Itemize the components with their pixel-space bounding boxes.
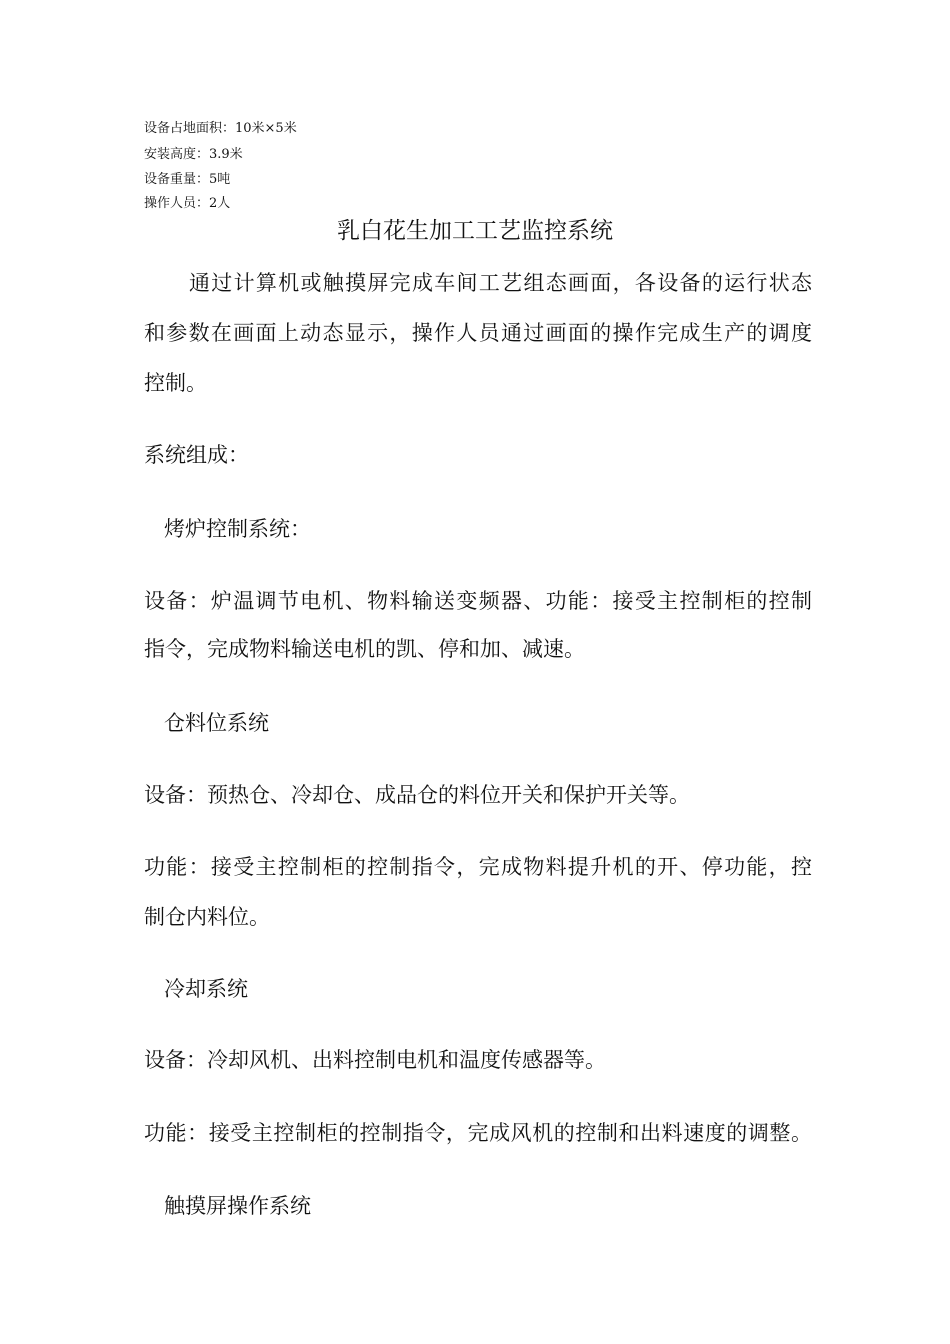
bin-level-function-line-1: 功能：接受主控制柜的控制指令，完成物料提升机的开、停功能，控 (144, 855, 812, 879)
spec-weight: 设备重量：5吨 (144, 172, 231, 187)
roaster-line-2: 指令，完成物料输送电机的凯、停和加、减速。 (144, 637, 585, 661)
intro-line-2: 和参数在画面上动态显示，操作人员通过画面的操作完成生产的调度 (144, 321, 812, 345)
cooling-function: 功能：接受主控制柜的控制指令，完成风机的控制和出料速度的调整。 (144, 1121, 812, 1145)
spec-install-height: 安装高度：3.9米 (144, 147, 243, 162)
intro-line-1: 通过计算机或触摸屏完成车间工艺组态画面，各设备的运行状态 (189, 271, 812, 295)
bin-level-heading: 仓料位系统 (164, 711, 269, 735)
touchscreen-heading: 触摸屏操作系统 (164, 1194, 311, 1218)
spec-operators: 操作人员：2人 (144, 196, 231, 211)
spec-footprint: 设备占地面积：10米×5米 (144, 121, 297, 136)
document-title: 乳白花生加工工艺监控系统 (337, 218, 613, 244)
cooling-equipment: 设备：冷却风机、出料控制电机和温度传感器等。 (144, 1048, 606, 1072)
system-heading: 系统组成： (144, 443, 249, 467)
roaster-heading: 烤炉控制系统： (164, 517, 311, 541)
bin-level-equipment: 设备：预热仓、冷却仓、成品仓的料位开关和保护开关等。 (144, 783, 690, 807)
cooling-heading: 冷却系统 (164, 977, 248, 1001)
intro-line-3: 控制。 (144, 371, 207, 395)
bin-level-function-line-2: 制仓内料位。 (144, 905, 270, 929)
roaster-line-1: 设备：炉温调节电机、物料输送变频器、功能：接受主控制柜的控制 (144, 589, 812, 613)
